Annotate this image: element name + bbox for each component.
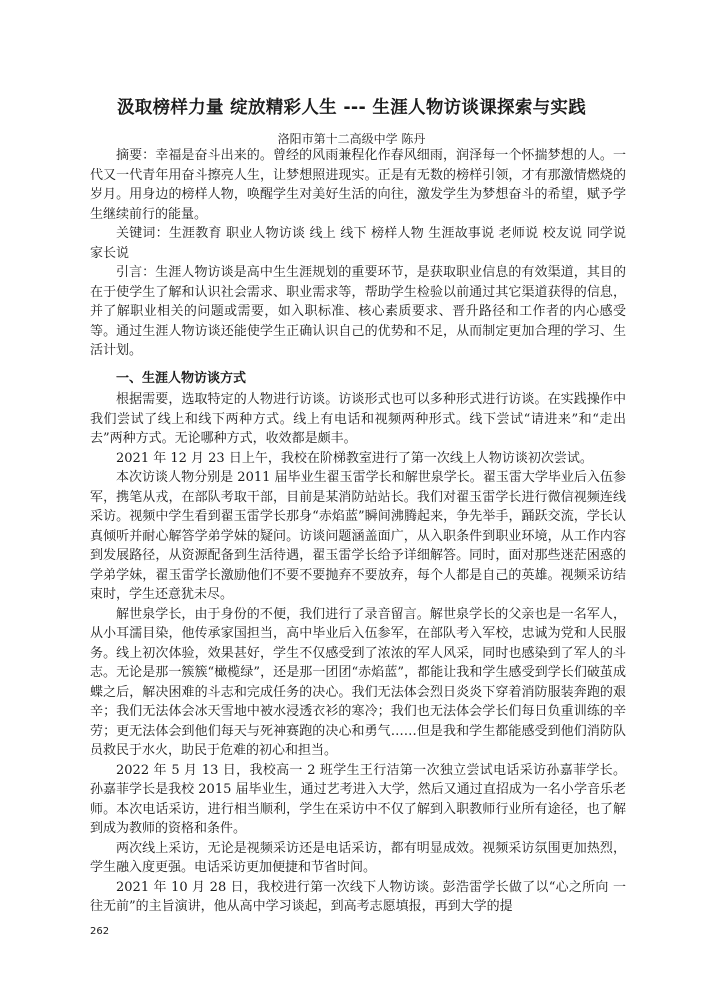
body-paragraph: 根据需要，选取特定的人物进行访谈。访谈形式也可以多种形式进行访谈。在实践操作中我们尝试了线上和线下两种方式。线上有电话和视频两种形式。线下尝试“请进来”和“走出去”两种方式。无论哪种方式，收效都是颇丰。: [90, 392, 626, 446]
body-paragraph: 解世泉学长，由于身份的不便，我们进行了录音留言。解世泉学长的父亲也是一名军人，从小耳濡目染，他传承家国担当，高中毕业后入伍参军，在部队考入军校，忠诚为党和人民服务。线上初次体验，效果甚好，学生不仅感受到了浓浓的军人风采，同时也感染到了军人的斗志。无论是那一簇簇“橄榄绿”，还是那一团团“赤焰蓝”，都能让我和学生感受到学长们破茧成蝶之后，解决困难的斗志和完成任务的决心。我们无法体会烈日炎炎下穿着消防服装奔跑的艰辛；我们无法体会冰天雪地中被水浸透衣衫的寒冷；我们也无法体会学长们每日负重训练的辛劳；更无法体会到他们每天与死神赛跑的决心和勇气……但是我和学生都能感受到他们消防队员救民于水火，助民于危难的初心和担当。: [90, 606, 626, 758]
page-number: 262: [90, 926, 110, 937]
body-paragraph: 两次线上采访，无论是视频采访还是电话采访，都有明显成效。视频采访氛围更加热烈，学生融入度更强。电话采访更加便捷和节省时间。: [90, 840, 626, 875]
page-title: 汲取榜样力量 绽放精彩人生 --- 生涯人物访谈课探索与实践: [116, 98, 587, 118]
body-paragraph: 2021 年 12 月 23 日上午，我校在阶梯教室进行了第一次线上人物访谈初次尝试。: [116, 450, 593, 466]
author-line: 洛阳市第十二高级中学 陈丹: [277, 132, 426, 146]
body-paragraph: 本次访谈人物分别是 2011 届毕业生翟玉雷学长和解世泉学长。翟玉雷大学毕业后入伍参军，携笔从戎，在部队考取干部，目前是某消防站站长。我们对翟玉雷学长进行微信视频连线采访。视频中学生看到翟玉雷学长那身“赤焰蓝”瞬间沸腾起来，争先举手，踊跃交流，学长认真倾听并耐心解答学弟学妹的疑问。访谈问题涵盖面广，从入职条件到职业环境，从工作内容到发展路径，从资源配备到生活待遇，翟玉雷学长给予详细解答。同时，面对那些迷茫困惑的学弟学妹，翟玉雷学长激励他们不要不要抛弃不要放弃，每个人都是自己的英雄。视频采访结束时，学生还意犹未尽。: [90, 470, 626, 602]
article-body: [90, 146, 626, 917]
keywords-paragraph: 关键词：生涯教育 职业人物访谈 线上 线下 榜样人物 生涯故事说 老师说 校友说 同学说 家长说: [90, 226, 626, 261]
body-paragraph: 2021 年 10 月 28 日，我校进行第一次线下人物访谈。彭浩雷学长做了以“心之所向 一往无前”的主旨演讲，他从高中学习谈起，到高考志愿填报，再到大学的提: [90, 879, 626, 914]
intro-paragraph: 引言：生涯人物访谈是高中生生涯规划的重要环节，是获取职业信息的有效渠道，其目的在于使学生了解和认识社会需求、职业需求等，帮助学生检验以前通过其它渠道获得的信息，并了解职业相关的问题或需要，如入职标准、核心素质要求、晋升路径和工作者的内心感受等。通过生涯人物访谈还能使学生正确认识自己的优势和不足，从而制定更加合理的学习、生活计划。: [90, 265, 626, 358]
section-heading: 一、生涯人物访谈方式: [116, 370, 247, 386]
body-paragraph: 2022 年 5 月 13 日，我校高一 2 班学生王行洁第一次独立尝试电话采访孙嘉菲学长。孙嘉菲学长是我校 2015 届毕业生，通过艺考进入大学，然后又通过直招成为一名小学音乐老师。本次电话采访，进行相当顺利，学生在采访中不仅了解到入职教师行业所有途径，也了解到成为教师的资格和条件。: [90, 762, 626, 836]
abstract-paragraph: 摘要：幸福是奋斗出来的。曾经的风雨兼程化作春风细雨，润泽每一个怀揣梦想的人。一代又一代青年用奋斗擦亮人生，让梦想照进现实。正是有无数的榜样引领，才有那激情燃烧的岁月。用身边的榜样人物，唤醒学生对美好生活的向往，激发学生为梦想奋斗的希望，赋予学生继续前行的能量。: [90, 148, 626, 222]
